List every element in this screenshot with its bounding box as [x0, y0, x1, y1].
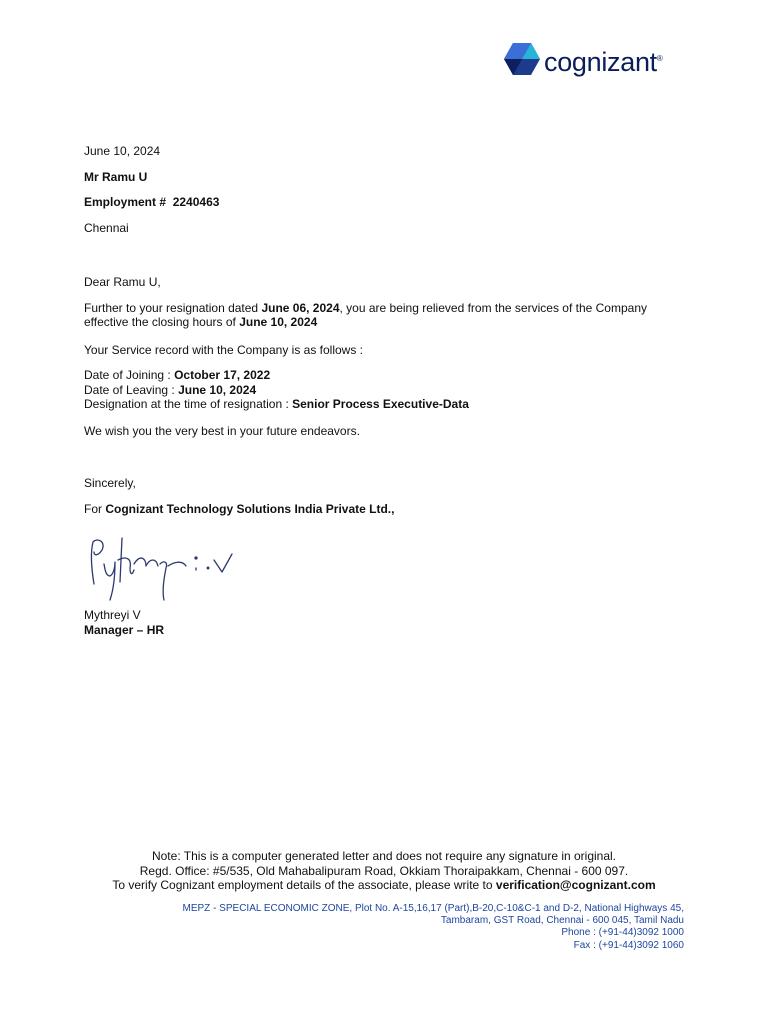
date-of-leaving: Date of Leaving : June 10, 2024 [84, 382, 257, 397]
letter-date: June 10, 2024 [84, 144, 161, 158]
address-line-2: Tambaram, GST Road, Chennai - 600 045, Tamil Nadu [440, 915, 684, 927]
verification-line: To verify Cognizant employment details of the associate, please write to verification@cognizant.com [112, 878, 656, 892]
letter-body [84, 144, 704, 516]
signatory-name: Mythreyi V [84, 608, 141, 622]
relieving-paragraph-line1: Further to your resignation dated June 06, 2024, you are being relieved from the services of the Company [84, 300, 647, 315]
registered-office: Regd. Office: #5/535, Old Mahabalipuram Road, Okkiam Thoraipakkam, Chennai - 600 097. [139, 863, 629, 878]
logo-wordmark: cognizant® [544, 47, 663, 77]
cognizant-logo-icon [504, 42, 540, 76]
date-of-joining: Date of Joining : October 17, 2022 [84, 368, 271, 382]
signature [84, 534, 244, 611]
recipient-location: Chennai [84, 220, 129, 235]
employment-number: Employment # 2240463 [84, 195, 220, 209]
computer-generated-note: Note: This is a computer generated letter and does not require any signature in original. [151, 849, 617, 863]
recipient-name: Mr Ramu U [84, 169, 148, 184]
salutation: Dear Ramu U, [84, 275, 161, 289]
company-line: For Cognizant Technology Solutions India Private Ltd., [84, 501, 395, 516]
closing: Sincerely, [84, 476, 136, 490]
signatory-title: Manager – HR [84, 622, 165, 637]
footer-note [0, 849, 768, 893]
designation: Designation at the time of resignation : Senior Process Executive-Data [84, 397, 469, 411]
fax-number: Fax : (+91-44)3092 1060 [573, 939, 684, 951]
wishes-line: We wish you the very best in your future endeavors. [84, 423, 360, 438]
office-address [183, 903, 684, 952]
signatory-block [84, 608, 164, 637]
handwritten-signature-image [84, 534, 244, 606]
relieving-paragraph-line2: effective the closing hours of June 10, 2024 [84, 315, 318, 329]
cognizant-logo [504, 42, 689, 76]
address-line-1: MEPZ - SPECIAL ECONOMIC ZONE, Plot No. A-15,16,17 (Part),B-20,C-10&C-1 and D-2, National Highways 45, [182, 903, 684, 914]
verification-email: verification@cognizant.com [495, 878, 656, 892]
service-record-intro: Your Service record with the Company is as follows : [84, 342, 364, 357]
phone-number: Phone : (+91-44)3092 1000 [561, 927, 684, 939]
